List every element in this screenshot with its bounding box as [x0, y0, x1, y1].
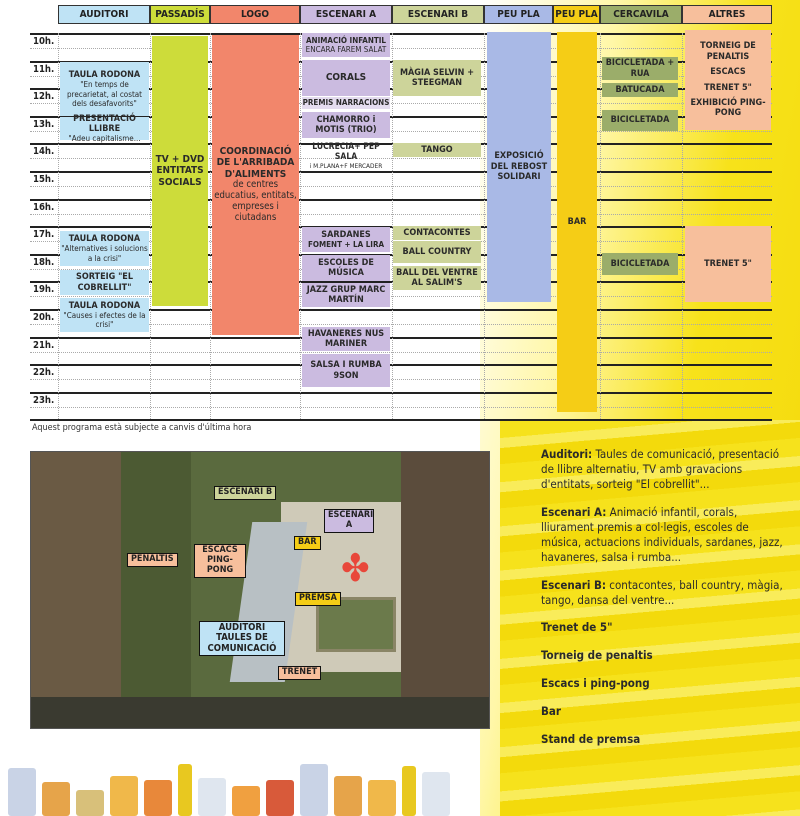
column-divider [682, 33, 683, 419]
half-hour-line [30, 186, 772, 187]
event-exposicio-rebost [487, 32, 551, 302]
hour-label: 21h. [33, 339, 55, 351]
hour-row [30, 364, 772, 392]
map-label-penaltis: PENALTIS [127, 553, 178, 567]
event-title: PREMIS NARRACIONS [302, 98, 390, 108]
event-taula-rodona [60, 298, 149, 332]
desc-key: Auditori: [541, 447, 593, 461]
column-divider [300, 33, 301, 419]
product-icon [76, 790, 104, 816]
product-icon [300, 764, 328, 816]
header-passadis: PASSADÍS [150, 5, 210, 24]
event-trenet [685, 226, 771, 302]
desc-key: Escenari A: [541, 504, 607, 519]
desc-bar [541, 704, 791, 719]
half-hour-line [30, 214, 772, 215]
event-subtitle: "En temps de precarietat, al costat dels desafavorits" [66, 80, 142, 108]
event-title: BICICLETADA + RUA [605, 58, 675, 79]
half-hour-line [30, 407, 772, 408]
event-title: BICICLETADA [610, 115, 670, 126]
event-title: BICICLETADA [610, 258, 670, 269]
event-sorteig [60, 270, 149, 295]
event-altres-mati [685, 30, 771, 130]
hour-label: 17h. [33, 229, 55, 241]
desc-premsa [541, 732, 791, 747]
event-title: ANIMACIÓ INFANTIL [305, 35, 387, 45]
event-corals [302, 60, 390, 96]
event-tv-dvd [152, 36, 208, 306]
header-peu-pla: PEU PLA [484, 5, 553, 24]
event-title: CORALS [325, 72, 367, 84]
map-buildings-east [401, 452, 490, 729]
event-title: SALSA I RUMBA 9SON [310, 360, 382, 381]
event-premis-narracions [302, 97, 390, 109]
event-bicicletada [602, 253, 678, 275]
event-bicicletada-rua [602, 57, 678, 80]
product-icon [110, 776, 138, 816]
map-label-premsa: PREMSA [295, 592, 341, 606]
product-icon [266, 780, 294, 816]
event-animacio-infantil [302, 33, 390, 57]
product-icon [232, 786, 260, 816]
event-subtitle: de centres educatius, entitats, empreses i ciutadans [214, 179, 297, 224]
product-icon [178, 764, 192, 816]
event-title: CHAMORRO i MOTIS (TRIO) [315, 114, 377, 135]
event-title: TRENET 5" [704, 258, 752, 269]
desc-key: Stand de premsa [541, 732, 641, 747]
event-title: TAULA RODONA [68, 70, 141, 81]
event-subtitle: "Alternatives i solucions a la crisi" [61, 244, 148, 263]
event-ball-country [393, 241, 481, 263]
header-peu-pla-2: PEU PLA [553, 5, 600, 24]
desc-escenari-b [541, 578, 791, 608]
event-subtitle: ENCARA FAREM SALAT [305, 45, 387, 54]
event-salsa-rumba [302, 354, 390, 387]
header-altres: ALTRES [682, 5, 772, 24]
product-icon [368, 780, 396, 816]
event-title: TANGO [421, 144, 453, 155]
map-label-auditori: AUDITORI TAULES DE COMUNICACIÓ [199, 621, 285, 656]
hour-row [30, 337, 772, 365]
event-title: TAULA RODONA [68, 300, 141, 311]
aerial-map [30, 451, 490, 729]
schedule-caption: Aquest programa està subjecte a canvis d'última hora [32, 423, 252, 433]
header-cercavila: CERCAVILA [600, 5, 682, 24]
half-hour-line [30, 379, 772, 380]
desc-auditori [541, 447, 791, 492]
product-icon [144, 780, 172, 816]
event-title: MÀGIA SELVIN + STEEGMAN [399, 67, 474, 88]
hour-row [30, 392, 772, 420]
desc-text: Taules de comunicació, presentació de llibre alternatiu, TV amb gravacions d'entitats, sorteig "El cobrellit"... [541, 447, 780, 491]
hour-label: 13h. [33, 118, 55, 130]
event-title: SARDANES [321, 229, 371, 240]
column-divider [58, 33, 59, 419]
desc-key: Torneig de penaltis [541, 648, 653, 663]
event-title: BALL COUNTRY [402, 246, 472, 257]
half-hour-line [30, 352, 772, 353]
event-taula-rodona [60, 231, 149, 266]
event-taula-rodona [60, 62, 149, 116]
hour-label: 22h. [33, 367, 55, 379]
desc-escenari-a [541, 505, 791, 565]
hour-label: 23h. [33, 394, 55, 406]
desc-key: Escacs i ping-pong [541, 676, 650, 691]
event-title: BATUCADA [615, 84, 665, 95]
event-title: CONTACONTES [403, 227, 471, 238]
column-divider [210, 33, 211, 419]
event-title: EXPOSICIÓ DEL REBOST SOLIDARI [490, 151, 548, 183]
product-icon [422, 772, 450, 816]
event-sardanes [302, 227, 390, 252]
event-batucada [602, 83, 678, 97]
event-tango [393, 143, 481, 157]
desc-key: Bar [541, 704, 561, 719]
event-title: BALL DEL VENTRE AL SALIM'S [396, 267, 478, 288]
event-title: TV + DVD ENTITATS SOCIALS [155, 153, 205, 188]
header-escenari-a: ESCENARI A [300, 5, 392, 24]
event-title: LUCRECIA+ PEP SALA [312, 142, 380, 162]
event-escoles-musica [302, 255, 390, 281]
desc-text: contacontes, ball country, màgia, tango, dansa del ventre... [541, 577, 783, 607]
event-title: TAULA RODONA [68, 234, 141, 245]
event-bar [557, 32, 597, 412]
event-title: BAR [567, 216, 587, 227]
hour-label: 20h. [33, 312, 55, 323]
event-title: TORNEIG DE PENALTIS [700, 41, 756, 62]
half-hour-line [30, 48, 772, 49]
map-label-trenet: TRENET [278, 666, 321, 680]
event-subtitle: "Adeu capitalisme... [68, 134, 141, 144]
hour-label: 11h. [33, 63, 55, 75]
event-subtitle: FOMENT + LA LIRA [307, 240, 385, 250]
event-title: ESCOLES DE MÚSICA [318, 257, 374, 278]
column-divider [484, 33, 485, 419]
hour-label: 12h. [33, 91, 55, 103]
event-lucrecia [302, 142, 390, 170]
map-label-escenari-b: ESCENARI B [214, 486, 276, 500]
product-icon [402, 766, 416, 816]
map-label-escenari-a: ESCENARI A [324, 509, 374, 533]
desc-escacs [541, 676, 791, 691]
header-logo: LOGO [210, 5, 300, 24]
product-icon [8, 768, 36, 816]
desc-penaltis [541, 648, 791, 663]
food-products-image [0, 755, 500, 816]
product-icon [334, 776, 362, 816]
event-jazz [302, 283, 390, 307]
event-coordinacio [212, 35, 299, 335]
event-magia [393, 60, 481, 96]
hour-row [30, 199, 772, 227]
hour-label: 10h. [33, 36, 55, 47]
event-title: JAZZ GRUP MARC MARTÍN [306, 284, 386, 305]
event-title: SORTEIG "EL COBRELLIT" [76, 272, 133, 293]
event-title: HAVANERES NUS MARINER [307, 328, 385, 349]
hour-label: 18h. [33, 256, 55, 268]
event-contacontes [393, 226, 481, 240]
hour-label: 19h. [33, 284, 55, 296]
event-title: ESCACS [710, 67, 746, 78]
event-title: EXHIBICIÓ PING-PONG [690, 97, 766, 119]
event-ball-ventre [393, 266, 481, 290]
product-icon [42, 782, 70, 816]
event-bicicletada [602, 110, 678, 131]
event-havaneres [302, 327, 390, 351]
desc-key: Escenari B: [541, 577, 606, 592]
hour-label: 14h. [33, 146, 55, 158]
map-label-bar: BAR [294, 536, 321, 550]
desc-key: Trenet de 5" [541, 620, 613, 635]
map-trees [121, 452, 191, 729]
hour-label: 15h. [33, 174, 55, 185]
half-hour-line [30, 158, 772, 159]
desc-text: Animació infantil, corals, lliurament premis a col·legis, escoles de música, actuacions individuals, sardanes, jazz, havaneres, salsa i rumba... [541, 504, 783, 564]
hour-label: 16h. [33, 201, 55, 213]
event-presentacio-llibre [60, 113, 149, 144]
event-chamorro [302, 112, 390, 138]
map-buildings [31, 452, 121, 729]
caritas-logo-icon: ✤ [341, 546, 370, 590]
event-subtitle: i M.PLANA+F MERCADER [309, 161, 383, 170]
product-icon [198, 778, 226, 816]
event-title: COORDINACIÓ DE L'ARRIBADA D'ALIMENTS [216, 145, 295, 180]
event-title: PRESENTACIÓ LLIBRE [73, 113, 136, 134]
column-divider [150, 33, 151, 419]
grid-bottom-line [30, 419, 772, 421]
map-road [31, 697, 490, 729]
column-divider [600, 33, 601, 419]
map-label-escacs: ESCACS PING-PONG [194, 544, 246, 578]
event-subtitle: "Causes i efectes de la crisi" [63, 310, 146, 330]
event-title: TRENET 5" [704, 82, 752, 93]
desc-trenet [541, 620, 791, 635]
header-escenari-b: ESCENARI B [392, 5, 484, 24]
hour-row [30, 171, 772, 199]
venue-descriptions [541, 447, 791, 760]
header-auditori: AUDITORI [58, 5, 150, 24]
